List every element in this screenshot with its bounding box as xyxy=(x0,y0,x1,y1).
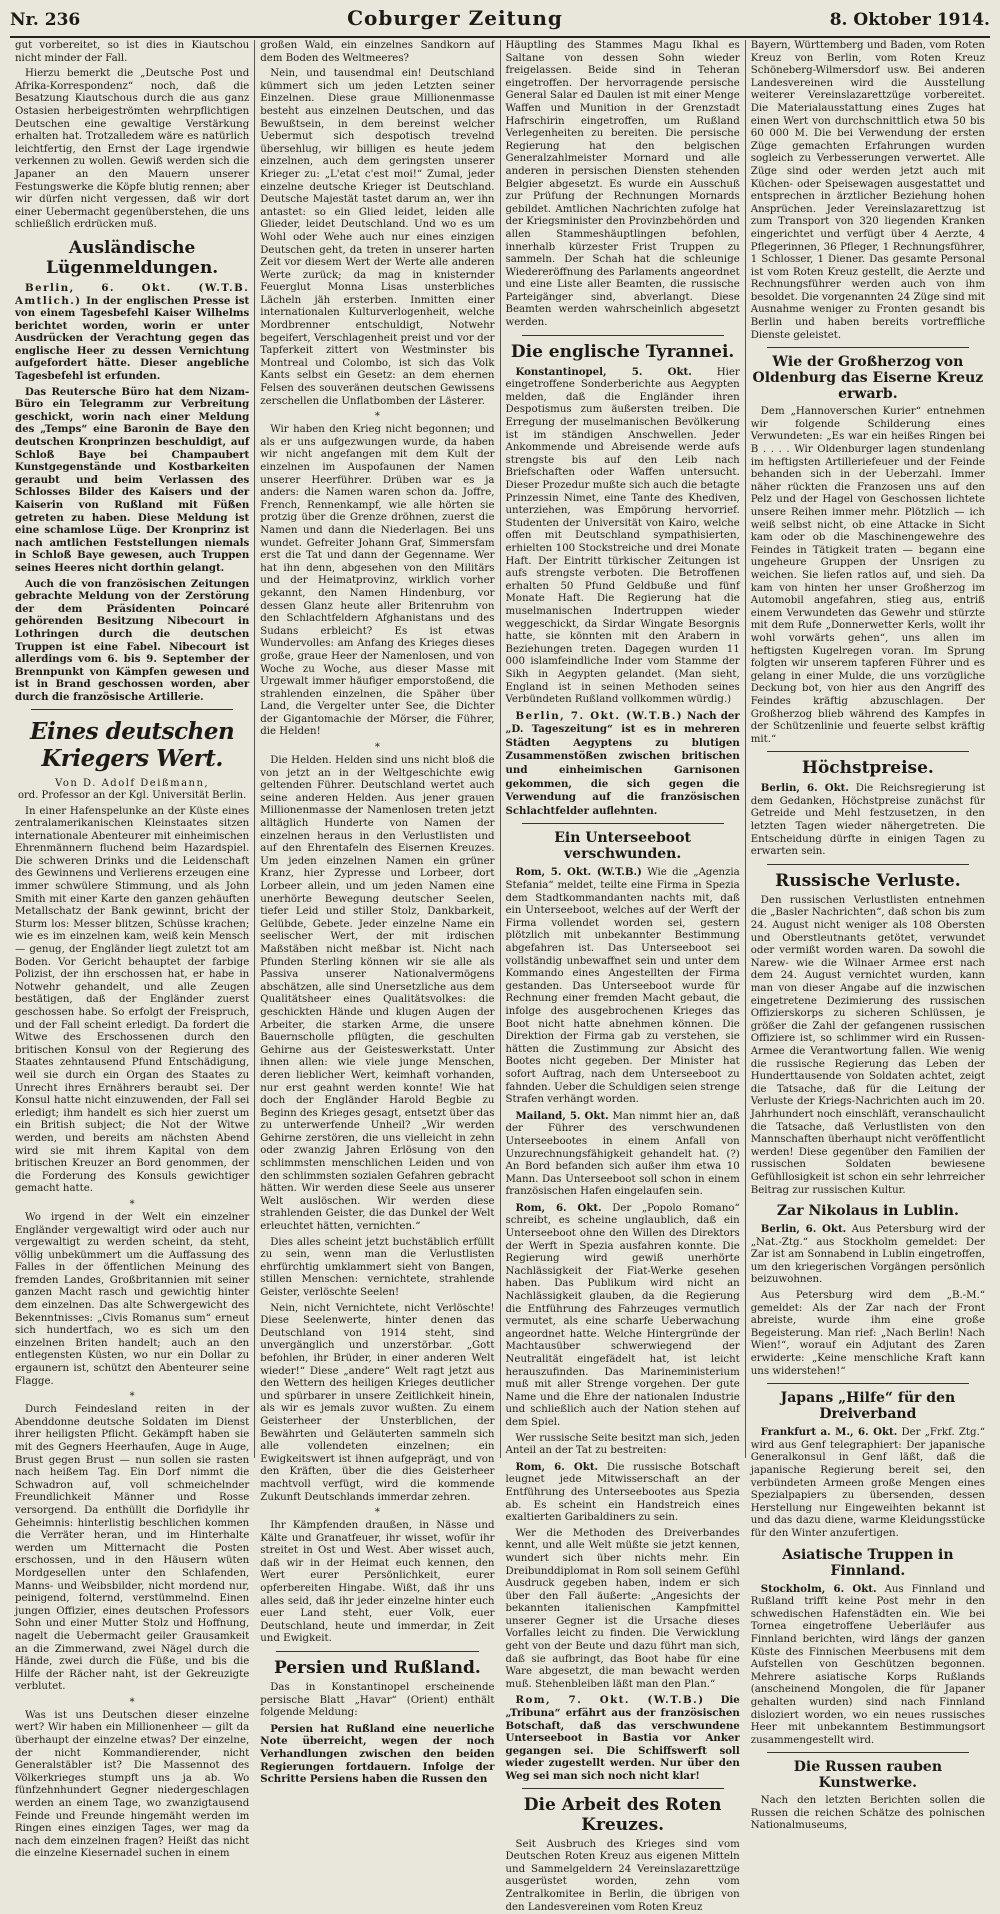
paragraph: Auch die von französischen Zeitungen gebrachte Meldung von der Zerstörung der dem Präsidenten Poincaré gehörenden Besitzung Nibecourt in Lothringen durch die deutschen Truppen ist eine Fabel. Nibecourt ist allerdings vom 6. bis 9. September der Brennpunkt von Kämpfen gewesen und ist in Brand geschossen worden, aber durch die französische Artillerie. xyxy=(15,577,250,703)
paragraph: Nach den letzten Berichten sollen die Russen die reichen Schätze des polnischen Nationalmuseums, xyxy=(750,1795,985,1832)
column-3 xyxy=(501,40,746,1913)
paragraph: Bayern, Württemberg und Baden, vom Roten Kreuz von Berlin, vom Roten Kreuz Schöneberg-Wilmersdorf usw. Bei anderen Landesvereinen wird die Ausstellung weiterer Vereinslazarettzüge vorbereitet. Die Materialausstattung eines Zuges hat einen Wert von durchschnittlich etwa 50 bis 60 000 M. Die bei Verwendung der ersten Züge gemachten Erfahrungen wurden sogleich zu Verbesserungen verwertet. Alle Züge sind oder werden jetzt auch mit Küchen- oder Speisewagen ausgestattet und entsprechen in ärztlicher Beziehung hohen Ansprüchen. Jeder Vereinslazarettzug ist zum Transport von 320 liegenden Kranken eingerichtet und verfügt über 4 Aerzte, 4 Pflegerinnen, 36 Pfleger, 1 Rechnungsführer, 1 Schlosser, 1 Diener. Das gesamte Personal ist vom Roten Kreuz gestellt, die Aerzte und Rechnungsführer werden auch von ihm besoldet. Die vorgenannten 24 Züge sind mit Ausnahme weniger zu Fronten gesandt bis Berlin und haben bereits vortreffliche Dienste geleistet. xyxy=(750,40,985,341)
divider xyxy=(767,751,969,752)
column-1 xyxy=(10,40,255,1860)
paragraph: Die „Tribuna“ erfährt aus der französischen Botschaft, daß das verschwundene Unterseeboot in Bastia vor Anker gegangen sei. Die Schiffswerft soll wieder zugestellt werden. Nur über den Weg sei man sich noch nicht klar! xyxy=(505,1694,740,1782)
paragraph: Der „Frkf. Ztg.“ wird aus Genf telegraphiert: Der japanische Generalkonsul in Genf läßt, daß die japanische Regierung bereit sei, den verbündeten Armeen große Mengen eines Spezialpapiers zu übersenden, dessen Herstellung nur Eingeweihten bekannt ist und das dazu diene, warme Kleidungsstücke für den Winter anzufertigen. xyxy=(750,1427,985,1539)
paragraph: Aus Petersburg wird der „Nat.-Ztg.“ aus Stockholm gemeldet: Der Zar ist am Sonnabend in Lublin eingetroffen, um den kriegerischen Vorgängen persönlich beizuwohnen. xyxy=(750,1224,985,1286)
dateline: Rom, 6. Okt. xyxy=(515,1460,599,1473)
paragraph: Wie die „Agenzia Stefania“ meldet, teilte eine Firma in Spezia dem Stadtkommandanten nachts mit, daß ein Unterseeboot, welches auf der Werft der Firma vollendet worden sei, gestern plötzlich mit unbekannter Bestimmung abgefahren ist. Das Unterseeboot sei vollständig unbewaffnet sein und unter dem Kommando eines Angestellten der Firma gestanden. Das Unterseeboot wurde für Rechnung einer fremden Macht gebaut, die infolge des ausgebrochenen Krieges das Boot nicht hatte abnehmen können. Die Direktion der Firma gab zu verstehen, sie hätten die Zustimmung zur Absicht des Bootes nicht gegeben. Der Minister hat sofort Auftrag, nach dem Unterseeboot zu fahnden. Ueber die Schuldigen seien strenge Strafen verhängt worden. xyxy=(505,867,740,1106)
divider xyxy=(522,335,724,336)
paragraph: Aus Petersburg wird dem „B.-M.“ gemeldet: Als der Zar nach der Front abreiste, wurde ihm eine große Begeisterung. Man rief: „Nach Berlin! Nach Wien!“, worauf ein Adjutant des Zaren erwiderte: „Keine menschliche Kraft kann uns widerstehen!“ xyxy=(750,1290,985,1377)
article-heading: Japans „Hilfe“ für den Dreiverband xyxy=(780,1390,956,1423)
dateline: Konstantinopel, 5. Okt. xyxy=(515,365,692,378)
dateline: Berlin, 6. Okt. (W.T.B. Amtlich.) xyxy=(15,281,250,307)
paragraph: Das Reutersche Büro hat dem Nizam-Büro ein Telegramm zur Verbreitung geschickt, worin nach einer Meldung des „Temps“ eine Baronin de Baye den deutschen Kronprinzen beschuldigt, auf Schloß Baye bei Champaubert Kunstgegenstände und Kostbarkeiten geraubt und beim Verlassen des Schlosses Bilder des Kaisers und der Kaiserin von Rußland mit Füßen getreten zu haben. Diese Meldung ist eine schamlose Lüge. Der Kronprinz ist nach amtlichen Feststellungen niemals in Schloß Baye gewesen, auch Truppen seines Heeres nicht dorthin gelangt. xyxy=(15,385,250,574)
article-heading: Zar Nikolaus in Lublin. xyxy=(776,1203,959,1220)
article-heading: Ausländische Lügenmeldungen. xyxy=(46,237,219,278)
article-heading: Höchstpreise. xyxy=(801,758,934,779)
dateline: Berlin, 6. Okt. xyxy=(760,1223,847,1236)
dateline: Rom, 7. Okt. (W.T.B.) xyxy=(515,1694,705,1707)
article-heading: Wie der Großherzog von Oldenburg das Eiserne Kreuz erwarb. xyxy=(752,354,984,403)
columns xyxy=(10,40,990,1913)
paragraph: Persien hat Rußland eine neuerliche Note überreicht, wegen der noch Verhandlungen zwischen den beiden Regierungen fortdauern. Infolge der Schritte Persiens haben die Russen den xyxy=(260,1722,495,1786)
paragraph: Nein, und tausendmal ein! Deutschland kümmert sich um jeden Letzten seiner Einzelnen. Diese graue Millionenmasse besteht aus einzelnen Deutschen, und das Bewußtsein, in dem bereinst welcher Uebermut sich despotisch trevelnd übersehlug, wir billigen es heute jedem einzelnen, auch dem geringsten unserer Krieger zu: „L'etat c'est moi!“ Zumal, jeder einzelne deutsche Krieger ist Deutschland. Deutsche Majestät tastet darum an, wer ihn antastet: so ein Glied leidet, leiden alle Glieder, leidet Deutschland. Und wo es um Wohl oder Wehe auch nur eines einzigen Deutschen geht, da treten in unserer harten Zeit vor diesem Wert der Werte alle anderen Werte zurück; da mag in knisternder Feuerglut Monna Lisas unsterbliches Lächeln jäh ersterben. Inmitten einer internationalen Kulturverlogenheit, welche Mordbrenner entschuldigt, Notwehr begeifert, Verschlagenheit preist und vor der Tapferkeit zittert von Westminster bis Montreal und Colombo, ist sich das Volk Kants selbst ein Gesetz: an dem ehernen Felsen des souveränen deutschen Gewissens zerschellen die Unflatbomben der Lästerer. xyxy=(260,68,495,407)
paragraph: Die russische Botschaft leugnet jede Mitwisserschaft an der Entführung des Unterseebootes aus Spezia ab. Es scheint ein Handstreich eines exaltierten Garibaldiners zu sein. xyxy=(505,1461,740,1524)
byline xyxy=(15,778,249,802)
divider xyxy=(276,1651,478,1652)
paragraph: Die Helden. Helden sind uns nicht bloß die von jetzt an in der Weltgeschichte ewig geltenden Führer. Deutschland wertet auch seine anderen Helden. Aus jener grauen Millionenmasse der Namenlosen treten jetzt alltäglich Hunderte von Namen der einzelnen heraus in den Verlustlisten und auf den Ehrentafeln des Eisernen Kreuzes. Um jeden einzelnen Namen ein grüner Kranz, hier Zypresse und Lorbeer, dort Lorbeer allein, und um jeden Namen eine unerhörte Bewegung deutscher Seelen, tiefer Leid und stiller Stolz, Dankbarkeit, Gelübde, Gebete. Jeder einzelne Name ein seelischer Wert, der mit irdischen Maßstäben nicht meßbar ist. Nicht nach Pfunden Sterling können wir sie alle als Passiva unserer Nationalvermögens abschätzen, alle sind Unersetzliche aus dem Qualitätsheer eines Qualitätsvolkes: die geschickten Hände und klugen Augen der Arbeiter, die starken Arme, die unsere Bauernscholle pflügten, die geschulten Gehirne aus der Geisteswerkstatt. Unter ihnen allen: wie viele junge Menschen, deren lieblicher Wert, keimhaft vorhanden, nur erst geahnt werden konnte! Wie hat doch der Engländer Harold Begbie zu Beginn des Krieges gesagt, entsetzt über das zu unterwerfende Unheil? „Wir werden Gehirne zerstören, die uns vielleicht in zehn oder zwanzig Jahren Erlösung von den schlimmsten menschlichen Leiden und von den schlimmsten sozialen Gefahren gebracht hätten. Wir werden diese Seele aus unserer Welt auslöschen. Wir werden diese strahlenden Geister, die das Dunkel der Welt erleuchtet hätten, vernichten.“ xyxy=(260,755,495,1233)
paragraph: Wo irgend in der Welt ein einzelner Engländer vergewaltigt wird oder auch nur vergewaltigt zu werden scheint, da steht, völlig unbekümmert um die Auffassung des Falles in der öffentlichen Meinung des fremden Landes, Großbritannien mit seiner ganzen Macht rasch und gewichtig hinter dem einzelnen. Das alte Schwergewicht des Bekenntnisses: „Civis Romanus sum“ erneut sich hundertfach, wo es sich um den einzelnen Briten handelt; auch an den entlegensten Küsten, wo nur ein Dollar zu ergaunern ist, schützt den Abenteurer seine Flagge. xyxy=(15,1211,250,1387)
star-separator: * xyxy=(374,1507,380,1519)
divider xyxy=(522,1788,724,1789)
paragraph: Dies alles scheint jetzt buchstäblich erfüllt zu sein, wenn man die Verlustlisten ehrfürchtig umklammert sieht von Bangen, stillen Menschen: vernichtete, strahlende Geister, verlöschte Seelen! xyxy=(260,1236,495,1298)
star-separator: * xyxy=(129,1198,135,1210)
paragraph: großen Wald, ein einzelnes Sandkorn auf dem Boden des Weltmeeres? xyxy=(260,40,495,64)
paragraph: Durch Feindesland reiten in der Abenddonne deutsche Soldaten im Dienst ihrer heiligsten Pflicht. Gekämpft haben sie mit des Gegners Heerhaufen, Auge in Auge, Brust gegen Brust — nun sollen sie rasten nach heißem Tag. Ein Dorf nimmt die Schwadron auf, voll schmeichelnder Freundlichkeit Männer und Rosse versorgend. Da enthüllt die Dorfidylle ihr Geheimnis: hinterlistig beschlichen kommen die Verräter heran, und im Hinterhalte werden um Mitternacht die Posten erschossen, und in den Häusern wüten Mordgesellen unter den Schlafenden, Manns- und Weibsbilder, nicht mordend nur, peinigend, folternd, verstümmelnd. Einen jungen Offizier, eines deutschen Professors Sohn und einer Mutter Stolz und Hoffnung, nagelt die Uebermacht geiler Grausamkeit an die Zimmerwand, zwei Nägel durch die Hände, zwei durch die Füße, und bis die Hilfe der Rächer naht, ist der Gekreuzigte verblutet. xyxy=(15,1404,250,1693)
paragraph: Nach der „D. Tageszeitung“ ist es in mehreren Städten Aegyptens zu blutigen Zusammenstößen zwischen britischen und einheimischen Garnisonen gekommen, die sich gegen die Verwendung auf die französischen Schlachtfelder auflehnten. xyxy=(505,709,740,817)
paragraph: Wir haben den Krieg nicht begonnen; und als er uns aufgezwungen wurde, da haben wir nicht angefangen mit dem Kult der einzelnen im Auspofaunen der Namen unserer Heerführer. Drüben war es ja anders: die Namen waren schon da. Joffre, French, Rennenkampf, wie alle hörten sie protzig über die Grenze dröhnen, zuerst die Namen und dann die Niederlagen. Bei uns wundet. Gefreiter Johann Graf, Simmersfam erst die Tat und dann der Gegenname. Wer hat ihn denn, abgesehen von den Militärs und der Heimatprovinz, wirklich vorher gekannt, den Namen Hindenburg, vor dessen Glanz heute aller Britenruhm von den Schlachtfeldern Afghanistans und des Sudans erbleicht? Es ist etwas Wundervolles: am Anfang des Krieges dieses große, graue Heer der Namenlosen, und von Woche zu Woche, aus dieser Masse mit Urgewalt immer häufiger emporstoßend, die strahlenden einzelnen, die Späher über Land, die Vergelter unter See, die Dichter der Gigantomachie der Mörser, die Führer, die Helden! xyxy=(260,424,495,738)
dateline: Berlin, 7. Okt. (W.T.B.) xyxy=(515,709,684,722)
paragraph: Hier eingetroffene Sonderberichte aus Aegypten melden, daß die Engländer ihren Despotismus zum äußersten treiben. Die Erregung der muselmanischen Bevölkerung ist im ständigen Anschwellen. Jeder Ankommende und Abreisende werde aufs strengste bis auf den Leib nach Briefschaften oder Waffen untersucht. Dieser Prozedur mußte sich auch die betagte Prinzessin Nimet, eine Tante des Khediven, unterziehen, was Empörung hervorrief. Studenten der Universität von Kairo, welche offen mit Deutschland sympathisierten, erhielten 100 Stockstreiche und drei Monate Haft. Der Eintritt türkischer Zeitungen ist aufs strengste verboten. Die Betroffenen erhalten 50 Pfund Geldbuße und fünf Monate Haft. Die Regierung hat die muselmanischen Indertruppen wieder weggeschickt, da Sirdar Wingate Besorgnis hatte, sie könnten mit den Arabern in Beziehungen treten. Dagegen wurden 11 000 islamfeindliche Inder vom Stamme der Sikh in Aegypten gelandet. (Man sieht, England ist in seinen Methoden seines Verbündeten Rußland vollkommen würdig.) xyxy=(505,366,740,706)
paragraph: Nein, nicht Vernichtete, nicht Verlöschte! Diese Seelenwerte, hinter denen das Deutschland von 1914 steht, sind unvergänglich und unzerstörbar. „Gott befohlen, ihr Brüder, in einer anderen Welt wieder!“ Diese „andere“ Welt ragt jetzt aus den Wettern des heiligen Krieges deutlicher und spürbarer in unsere Zeitlichkeit hinein, als wir es jemals zuvor wußten. Zu einem Geisterheer der Unsterblichen, der Bewährten und Geläuterten sammeln sich alle vollendeten einzelnen; ein Ewigkeitswert ist ihnen aufgeprägt, und von den Kräften, über die dies Geisterheer machtvoll verfügt, wird die kommende Zukunft Deutschlands immerdar zehren. xyxy=(260,1302,495,1503)
paragraph: Die Reichsregierung ist dem Gedanken, Höchstpreise zunächst für Getreide und Mehl festzusetzen, in den letzten Tagen wieder nähergetreten. Die Entscheidung dürfte in einigen Tagen zu erwarten sein. xyxy=(750,783,985,858)
divider xyxy=(31,709,233,710)
paragraph: Aus Finnland und Rußland trifft keine Post mehr in den schwedischen Hafenstädten ein. Wie bei Tornea eingetroffene Ueberläufer aus Finnland berichten, wird längs der ganzen Küste des Finnischen Meerbusens mit dem Aufstellen von Geschützen begonnen. Mehrere asiatische Korps Rußlands (anscheinend Mongolen, die für Japaner gehalten wurden) sind nach Finnland disloziert worden, wo ein neues russisches Heer mit unbekanntem Bestimmungsort zusammengestellt wird. xyxy=(750,1583,985,1746)
paragraph: Man nimmt hier an, daß der Führer des verschwundenen Unterseebootes in einem Anfall von Unzurechnungsfähigkeit gehandelt hat. (?) An Bord befanden sich außer ihm etwa 10 Mann. Das Unterseeboot soll schon in einem französischen Hafen eingelaufen sein. xyxy=(505,1110,740,1198)
article-heading: Die Russen rauben Kunstwerke. xyxy=(793,1759,943,1792)
article-heading: Eines deutschen Kriegers Wert. xyxy=(30,717,235,772)
paragraph: Hierzu bemerkt die „Deutsche Post und Afrika-Korrespondenz“ noch, daß die Besatzung Kiautschous durch die aus ganz Ostasien herbeigeströmten wehrpflichtigen Deutschen eine gewaltige Verstärkung erhalten hat. Trotzalledem wäre es natürlich leichtfertig, den Ernst der Lage irgendwie verkennen zu wollen. Gewiß werden sich die Japaner an den Mauern unserer Festungswerke die Köpfe blutig rennen; aber wir dürfen nicht vergessen, daß wir dort einer Uebermacht gegenüberstehen, die uns schließlich erdrücken muß. xyxy=(15,68,250,231)
divider xyxy=(767,347,969,348)
article-heading: Persien und Rußland. xyxy=(273,1658,481,1679)
paragraph: Häuptling des Stammes Magu Ikhal es Saltane von dessen Sohn wieder freigelassen. Beide sind in Teheran eingetroffen. Der hervorragende persische General Salar ed Daulen ist mit einer Menge Waffen und Munition in der Grenzstadt Hafrschirin eingetroffen, um Rußland Verlegenheiten zu bereiten. Die persische Regierung hat den belgischen Generalzahlmeister Mornard und alle anderen in persischen Diensten stehenden Belgier abgesetzt. Es wurde ein Ausschuß zur Prüfung der Rechnungen Mornards gebildet. Amtlichen Nachrichten zufolge hat der Kriegsminister den Provinzbehörden und allen Stammeshäuptlingen befohlen, innerhalb kürzester Frist Truppen zu sammeln. Der Schah hat die schleunige Wiedereröffnung des Parlaments angeordnet und eine Liste aller Beamten, die russische Parteigänger sind, abverlangt. Diese Beamten werden wahrscheinlich abgesetzt werden. xyxy=(505,40,740,329)
paragraph: Wer die Methoden des Dreiverbandes kennt, und alle Welt müßte sie jetzt kennen, wundert sich über nichts mehr. Ein Dreibunddiplomat in Rom soll seinem Gefühl Ausdruck gegeben haben, indem er sich über den Fall äußerte: „Angesichts der bekannten italienischen Kampfmittel unserer Gegner ist die Ursache dieses Vorfalles leicht zu finden. Die Verwicklung geht von der Beute und dazu führt man sich, daß sie aufbringt, das Boot habe für eine Ware abgesetzt, die man bewacht werden muß. Stehenbleiben läßt man den Plan.“ xyxy=(505,1527,740,1690)
paragraph: Der „Popolo Romano“ schreibt, es scheine unglaublich, daß ein Unterseeboot ohne den Willen des Direktors der Werft in Spezia ausfahren konnte. Die Regierung wird gewiß unerhörte Nachlässigkeit der Fiat-Werke gesehen haben. Das Publikum wird nicht an Nachlässigkeit glauben, da die Regierung die Entführung des Fahrzeuges vermutlich vermutet, als eine scharfe Ueberwachung angeordnet hatte. Welche Hintergründe der Machtausüber schwerwiegend der Neutralität eingefädelt hat, ist leicht herauszufinden. Das Marineministerium muß mit aller Strenge vorgehen. Der gute Name und die Ehre der nationalen Industrie und schließlich auch der Nation stehen auf dem Spiel. xyxy=(505,1202,740,1428)
paragraph: gut vorbereitet, so ist dies in Kiautschou nicht minder der Fall. xyxy=(15,40,250,64)
masthead xyxy=(10,6,990,38)
dateline: Stockholm, 6. Okt. xyxy=(760,1582,877,1595)
star-separator: * xyxy=(374,742,380,754)
divider xyxy=(522,823,724,824)
paragraph: Den russischen Verlustlisten entnehmen die „Basler Nachrichten“, daß schon bis zum 24. August nicht weniger als 108 Obersten und Oberstleutnants getötet, verwundet oder vermißt worden waren. Da sowohl die Narew- wie die Wilnaer Armee erst nach dem 24. August vernichtet wurden, kann man von dieser Angabe auf die inzwischen eingetretene Dezimierung des russischen Offizierskorps zu sicheren Schlüssen, je größer die Zahl der gefangenen russischen Offiziere ist, so schlimmer wird ein Russen-Armee die Verantwortung fallen. Wie wenig die russische Regierung das Leben der Hunderttausende von Soldaten achtet, zeigt die Tatsache, daß für die Leitung der Verluste der Kriegs-Nachrichten auch im 20. Jahrhundert noch einschläft, veranschaulicht die Tatsache, daß Verlustlisten von den Mannschaften überhaupt nicht veröffentlicht werden! Diese gegenüber den Familien der russischen Soldaten bewiesene Gefühllosigkeit ist schon ein sehr lehrreicher Beitrag zur russischen Kultur. xyxy=(750,894,985,1196)
paragraph: Seit Ausbruch des Krieges sind vom Deutschen Roten Kreuz aus eigenen Mitteln und Sammelgeldern 24 Vereinslazarettzüge ausgerüstet worden, zehn vom Zentralkomitee in Berlin, die übrigen von den Landesvereinen vom Roten Kreuz xyxy=(505,1838,740,1913)
paragraph: Was ist uns Deutschen dieser einzelne wert? Wir haben ein Millionenheer — gilt da überhaupt der einzelne etwas? Der einzelne, der nicht Kommandierender, nicht Generalstäbler ist? Die Massennot des Völkerkrieges stumpft uns ja ab. Wo fünfzehnhundert Gegner niedergeschlagen werden an einem Tage, wo zwanzigtausend Feinde und Freunde hingemäht werden im Ringen eines einzigen Tages, wer mag da nach dem einzelnen fragen? Heißt das nicht die einzelne Kiesernadel suchen in einem xyxy=(15,1709,250,1860)
byline-title: ord. Professor an der Kgl. Universität Berlin. xyxy=(18,789,247,801)
article-heading: Asiatische Truppen in Finnland. xyxy=(782,1546,954,1579)
star-separator: * xyxy=(374,411,380,423)
byline-author: Von D. Adolf Deißmann, xyxy=(55,777,210,789)
issue-number: Nr. 236 xyxy=(10,10,81,30)
divider xyxy=(767,1383,969,1384)
newspaper-title: Coburger Zeitung xyxy=(347,6,563,30)
dateline: Rom, 6. Okt. xyxy=(515,1201,602,1214)
article-heading: Die englische Tyrannei. xyxy=(510,341,735,362)
dateline: Frankfurt a. M., 6. Okt. xyxy=(760,1426,898,1439)
dateline: Berlin, 6. Okt. xyxy=(760,782,849,795)
issue-date: 8. Oktober 1914. xyxy=(829,10,990,30)
paragraph: In der englischen Presse ist von einem Tagesbefehl Kaiser Wilhelms berichtet worden, worin er unter Ausdrücken der Verachtung gegen das englische Heer zu dessen Vernichtung aufgefordert hätte. Dieser angebliche Tagesbefehl ist erfunden. xyxy=(15,294,250,383)
paragraph: Das in Konstantinopel erscheinende persische Blatt „Havar“ (Orient) enthält folgende Meldung: xyxy=(260,1682,495,1719)
paragraph: Dem „Hannoverschen Kurier“ entnehmen wir folgende Schilderung eines Verwundeten: „Es war ein heißes Ringen bei B . . . . Wir Oldenburger lagen stundenlang im heftigsten Artilleriefeuer und der Feinde behanden sich in der Ueberzahl. Immer näher rückten die Franzosen uns auf den Pelz und der Hagel von Geschossen lichtete unsere Reihen immer mehr. Plötzlich — ich weiß selbst nicht, ob eine Attacke in Sicht kam oder ob die Maschinengewehre des Feindes in Tätigkeit traten — begann eine ungeheure Gruppen der Unsrigen zu weichen. Sie liefen ratlos auf, und sieh. Da kam von hinten her unser Großherzog im Automobil angefahren, stieg aus, entriß einem Verwundeten das Gewehr und stürzte mit dem Rufe „Donnerwetter Kerls, wollt ihr wohl vorwärts gehen“, uns allen im heftigsten Kugelregen voran. Im Sprung folgten wir unserem tapferen Führer und es gelang in einer Mulde, die uns vorzügliche Deckung bot, von hier aus den Angriff des Feindes kräftig abzuschlagen. Der Großherzog blieb während des Kampfes in der Schützenlinie und feuerte selbst kräftig mit.“ xyxy=(750,406,985,745)
column-4 xyxy=(746,40,990,1832)
article-heading: Russische Verluste. xyxy=(775,870,961,891)
star-separator: * xyxy=(129,1696,135,1708)
paragraph: Ihr Kämpfenden draußen, in Nässe und Kälte und Granatfeuer, ihr wisset, wofür ihr streitet in Ost und West. Aber wisset auch, daß wir in der Heimat euch kennen, den Wert eurer Persönlichkeit, eurer opferbereiten Hingabe. Wißt, daß ihr uns alles seid, daß ihr jeder einzelne hinter euch euer Land steht, euer Volk, euer Deutschland, heute und immerdar, in Zeit und Ewigkeit. xyxy=(260,1520,495,1645)
star-separator: * xyxy=(129,1391,135,1403)
dateline: Rom, 5. Okt. (W.T.B.) xyxy=(515,866,642,879)
article-heading: Ein Unterseeboot verschwunden. xyxy=(554,830,692,863)
divider xyxy=(767,1752,969,1753)
dateline: Mailand, 5. Okt. xyxy=(515,1109,609,1122)
paragraph: In einer Hafenspelunke an der Küste eines zentralamerikanischen Kleinstaates sitzen internationale Abenteurer mit einheimischen Ehrenmännern fluchend beim Hazardspiel. Die schweren Drinks und die Leidenschaft des Gewinnens und Verlierens erzeugen eine immer schwülere Stimmung, und als John Smith mit einer Karte den ganzen gehäuften Metallschatz der Bank gewinnt, bricht der Sturm los: Messer blitzen, Schüsse krachen; wie es im einzelnen kam, weiß kein Mensch — genug, der Engländer liegt zuletzt tot am Boden. Vor Gericht behauptet der farbige Polizist, der ihn erschossen hat, er habe in Notwehr gehandelt, und alle Zeugen bestätigen, daß der Engländer zuerst geschossen habe. So erfolgt der Freispruch, und der Fall scheint erledigt. Da fordert die Witwe des Erschossenen durch den britischen Konsul von der Regierung des Staates zehntausend Pfund Entschädigung, weil sie durch ein Organ des Staates zu Unrecht ihres Ernährers beraubt sei. Der Konsul hatte nicht einzuwenden, der Fall sei erledigt; ihm handelt es sich hier zuerst um ein British subject; die Not der Witwe werden, und bereits am nächsten Abend wird sie mit ihrem Kapital von dem britischen Kreuzer an Bord genommen, der die Forderung des Konsuls gewichtiger gemacht hatte. xyxy=(15,805,250,1195)
paragraph: Wer russische Seite besitzt man sich, jeden Anteil an der Tat zu bestreiten: xyxy=(505,1432,740,1457)
article-heading: Die Arbeit des Roten Kreuzes. xyxy=(523,1794,722,1835)
column-2 xyxy=(255,40,500,1786)
divider xyxy=(767,864,969,865)
